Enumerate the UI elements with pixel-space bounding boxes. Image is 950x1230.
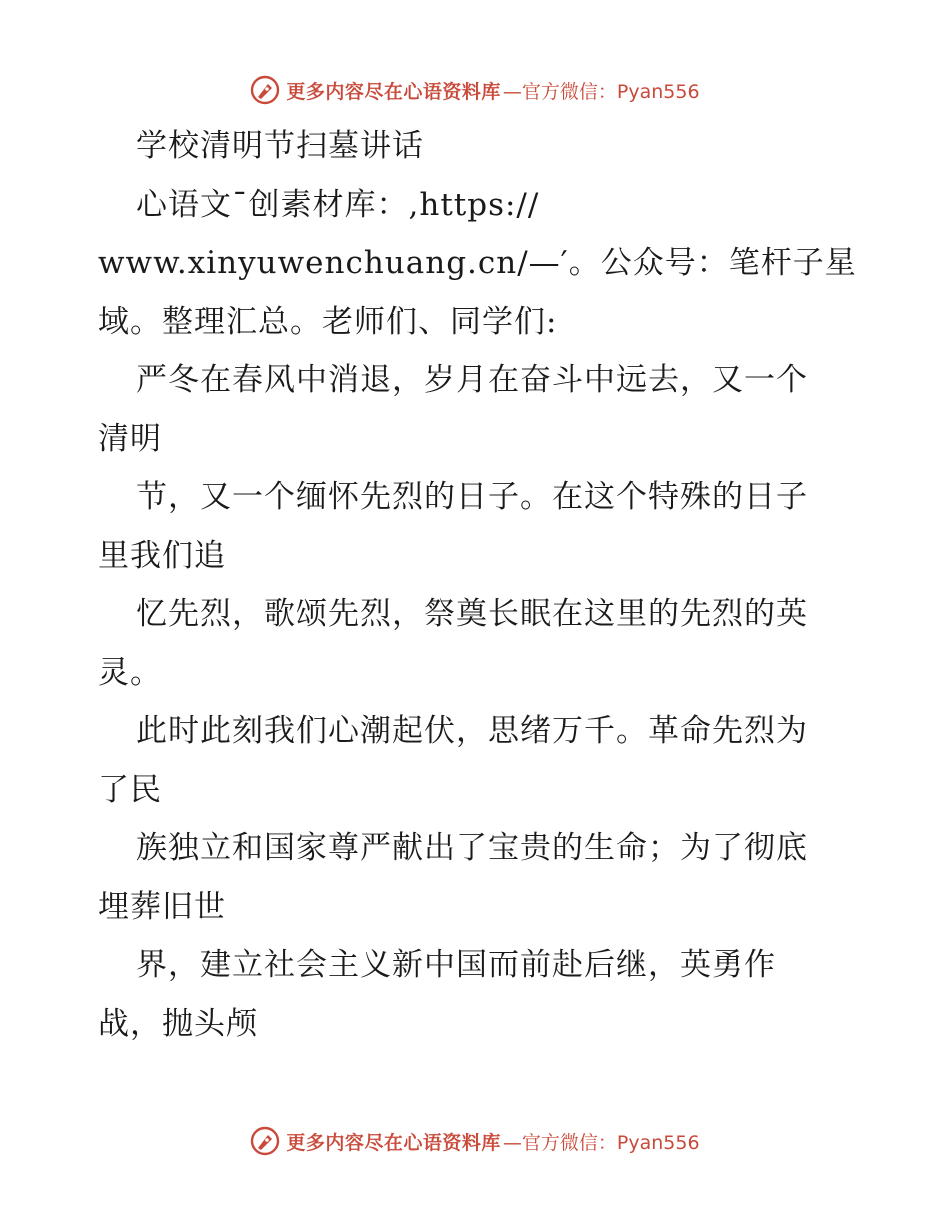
document-body — [98, 117, 868, 1053]
text-line: 埋葬旧世 — [98, 888, 226, 925]
banner-wechat-text: —官方微信：Pyan556 — [502, 80, 700, 103]
text-line: 清明 — [98, 420, 162, 457]
header-banner — [0, 70, 950, 110]
banner-wechat-text: —官方微信：Pyan556 — [502, 1131, 700, 1154]
pen-nib-logo-icon — [250, 1126, 280, 1156]
text-line: 界，建立社会主义新中国而前赴后继，英勇作 — [136, 947, 776, 983]
banner-site-text: 更多内容尽在心语资料库 — [286, 80, 501, 103]
banner-site-text: 更多内容尽在心语资料库 — [286, 1131, 501, 1154]
text-line: 了民 — [98, 771, 162, 808]
text-line: 此时此刻我们心潮起伏，思绪万千。革命先烈为 — [136, 713, 808, 749]
text-line: www.xinyuwenchuang.cn/—′。公众号：笔杆子星 — [98, 245, 857, 281]
footer-banner — [0, 1121, 950, 1161]
text-line: 族独立和国家尊严献出了宝贵的生命；为了彻底 — [136, 830, 808, 866]
text-line: 忆先烈，歌颂先烈，祭奠长眠在这里的先烈的英 — [136, 596, 808, 632]
text-line: 里我们追 — [98, 537, 226, 574]
pen-nib-logo-icon — [250, 75, 280, 105]
document-title: 学校清明节扫墓讲话 — [136, 128, 424, 164]
text-line: 严冬在春风中消退，岁月在奋斗中远去，又一个 — [136, 362, 808, 398]
text-line: 战，抛头颅 — [98, 1005, 258, 1042]
text-line: 域。整理汇总。老师们、同学们: — [98, 303, 558, 340]
text-line: 灵。 — [98, 654, 162, 691]
text-line: 节，又一个缅怀先烈的日子。在这个特殊的日子 — [136, 479, 808, 515]
text-line: 心语文¯创素材库：,https:// — [136, 186, 540, 223]
